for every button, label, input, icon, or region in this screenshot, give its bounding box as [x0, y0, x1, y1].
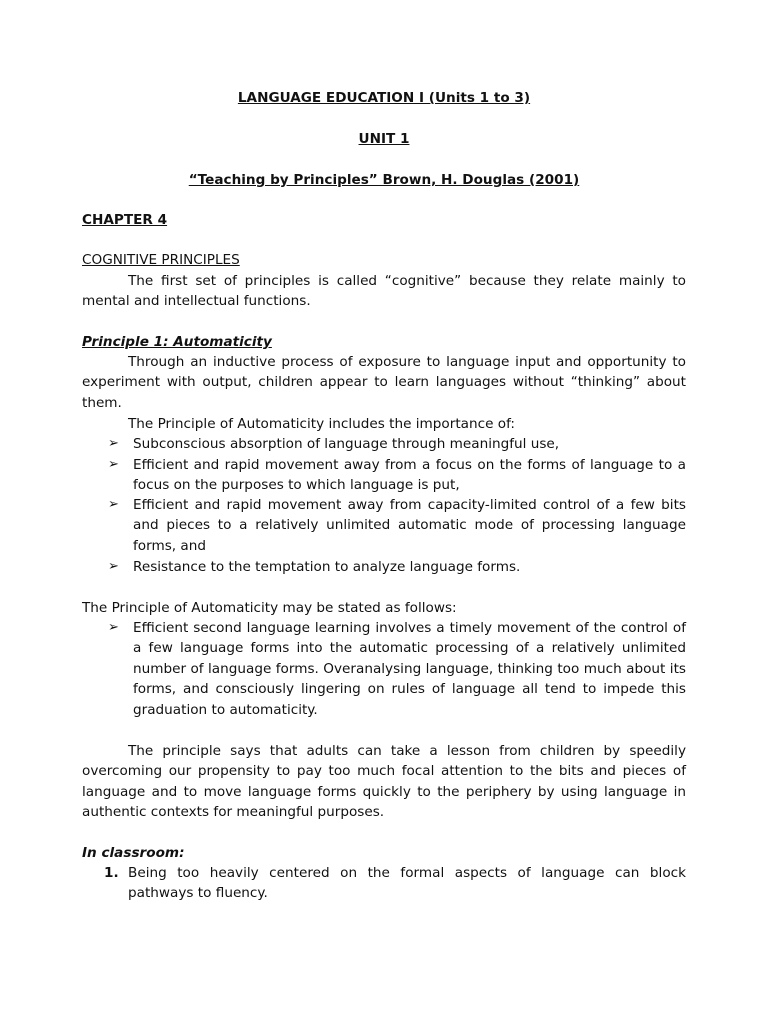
arrow-bullet-icon: ➢: [108, 620, 119, 635]
unit-title: UNIT 1: [358, 131, 410, 147]
list-item: ➢ Resistance to the temptation to analyze language forms.: [108, 557, 686, 577]
list-item: ➢ Efficient second language learning involves a timely movement of the control of a few language forms into the automatic processing of a relatively unlimited number of language forms. Overanalysing language, thinking too much about its forms, and consciously lingering on rules of language all tend to impede this graduation to automaticity.: [108, 620, 686, 718]
list-item: 1. Being too heavily centered on the formal aspects of language can block pathways to fluency.: [104, 865, 686, 902]
stated-intro: The Principle of Automaticity may be stated as follows:: [82, 600, 457, 616]
principle-title: Principle 1: Automaticity: [82, 334, 272, 350]
book-reference: “Teaching by Principles” Brown, H. Douglas (2001): [188, 172, 580, 188]
list-item: ➢ Efficient and rapid movement away from capacity-limited control of a few bits and pieces to a relatively unlimited automatic mode of processing language forms, and: [108, 497, 686, 554]
arrow-bullet-icon: ➢: [108, 457, 119, 472]
course-title: LANGUAGE EDUCATION I (Units 1 to 3): [237, 90, 531, 106]
section-intro: The first set of principles is called “cognitive” because they relate mainly to mental and intellectual functions.: [82, 273, 686, 310]
classroom-title: In classroom:: [82, 845, 185, 861]
list-number: 1.: [104, 865, 119, 881]
arrow-bullet-icon: ➢: [108, 559, 119, 574]
arrow-bullet-icon: ➢: [108, 497, 119, 512]
principle-paragraph-2: The Principle of Automaticity includes the importance of:: [128, 416, 515, 432]
arrow-bullet-icon: ➢: [108, 436, 119, 451]
chapter-heading: CHAPTER 4: [82, 212, 168, 228]
principle-paragraph-3: The principle says that adults can take a lesson from children by speedily overcoming our propensity to pay too much focal attention to the bits and pieces of language and to move language forms quickly to the periphery by using language in authentic contexts for meaningful purposes.: [82, 743, 686, 821]
list-item: ➢ Subconscious absorption of language through meaningful use,: [108, 434, 686, 454]
section-title: COGNITIVE PRINCIPLES: [82, 252, 240, 268]
principle-paragraph-1: Through an inductive process of exposure to language input and opportunity to experiment with output, children appear to learn languages without “thinking” about them.: [82, 354, 686, 411]
list-item: ➢ Efficient and rapid movement away from a focus on the forms of language to a focus on the purposes to which language is put,: [108, 457, 686, 494]
